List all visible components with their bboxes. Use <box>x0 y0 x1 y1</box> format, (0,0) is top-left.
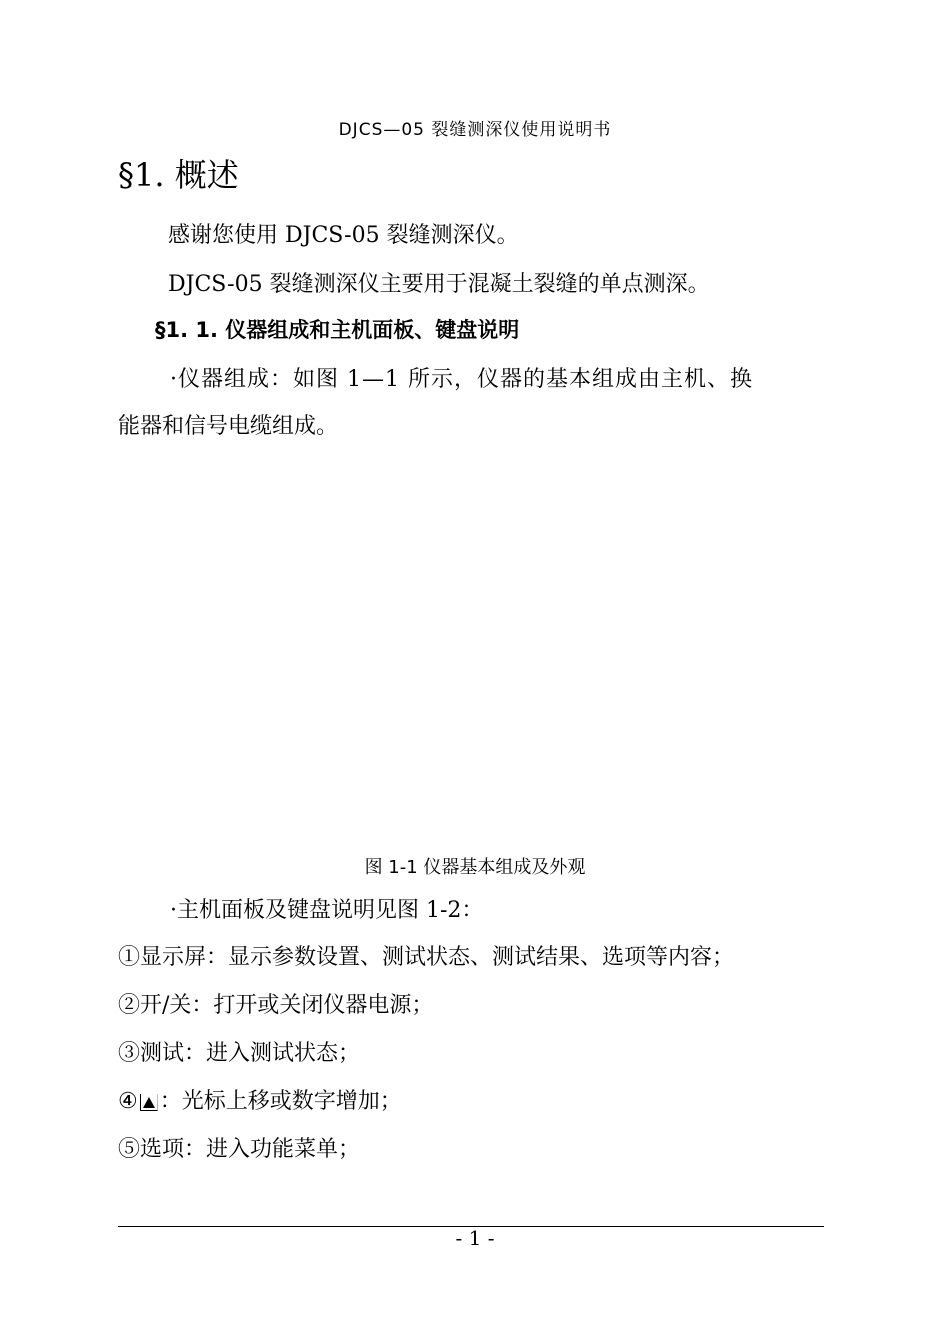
figure-image-placeholder <box>118 450 824 840</box>
list-item-display: ①显示屏：显示参数设置、测试状态、测试结果、选项等内容； <box>118 945 735 970</box>
section-title: §1. 概述 <box>118 156 239 194</box>
list-item-test: ③测试：进入测试状态； <box>118 1041 361 1066</box>
intro-paragraph-2: DJCS-05 裂缝测深仪主要用于混凝土裂缝的单点测深。 <box>168 272 710 297</box>
figure-caption: 图 1-1 仪器基本组成及外观 <box>364 857 586 878</box>
up-triangle-key-icon <box>140 1094 158 1111</box>
list-item-up-key <box>118 1084 402 1115</box>
page-number: - 1 - <box>455 1226 495 1250</box>
subsection-title: §1. 1. 仪器组成和主机面板、键盘说明 <box>155 318 520 342</box>
panel-intro: ·主机面板及键盘说明见图 1-2： <box>170 898 484 923</box>
composition-paragraph-line-2: 能器和信号电缆组成。 <box>118 414 339 439</box>
list-item-text: ：光标上移或数字增加； <box>159 1089 402 1114</box>
list-item-power: ②开/关：打开或关闭仪器电源； <box>118 993 434 1018</box>
list-item-options: ⑤选项：进入功能菜单； <box>118 1137 361 1162</box>
running-header: DJCS—05 裂缝测深仪使用说明书 <box>338 120 612 140</box>
intro-paragraph-1: 感谢您使用 DJCS-05 裂缝测深仪。 <box>168 223 519 248</box>
list-item-number: ④ <box>118 1089 138 1114</box>
composition-paragraph-line-1: ·仪器组成：如图 1—1 所示，仪器的基本组成由主机、换 <box>170 367 753 392</box>
